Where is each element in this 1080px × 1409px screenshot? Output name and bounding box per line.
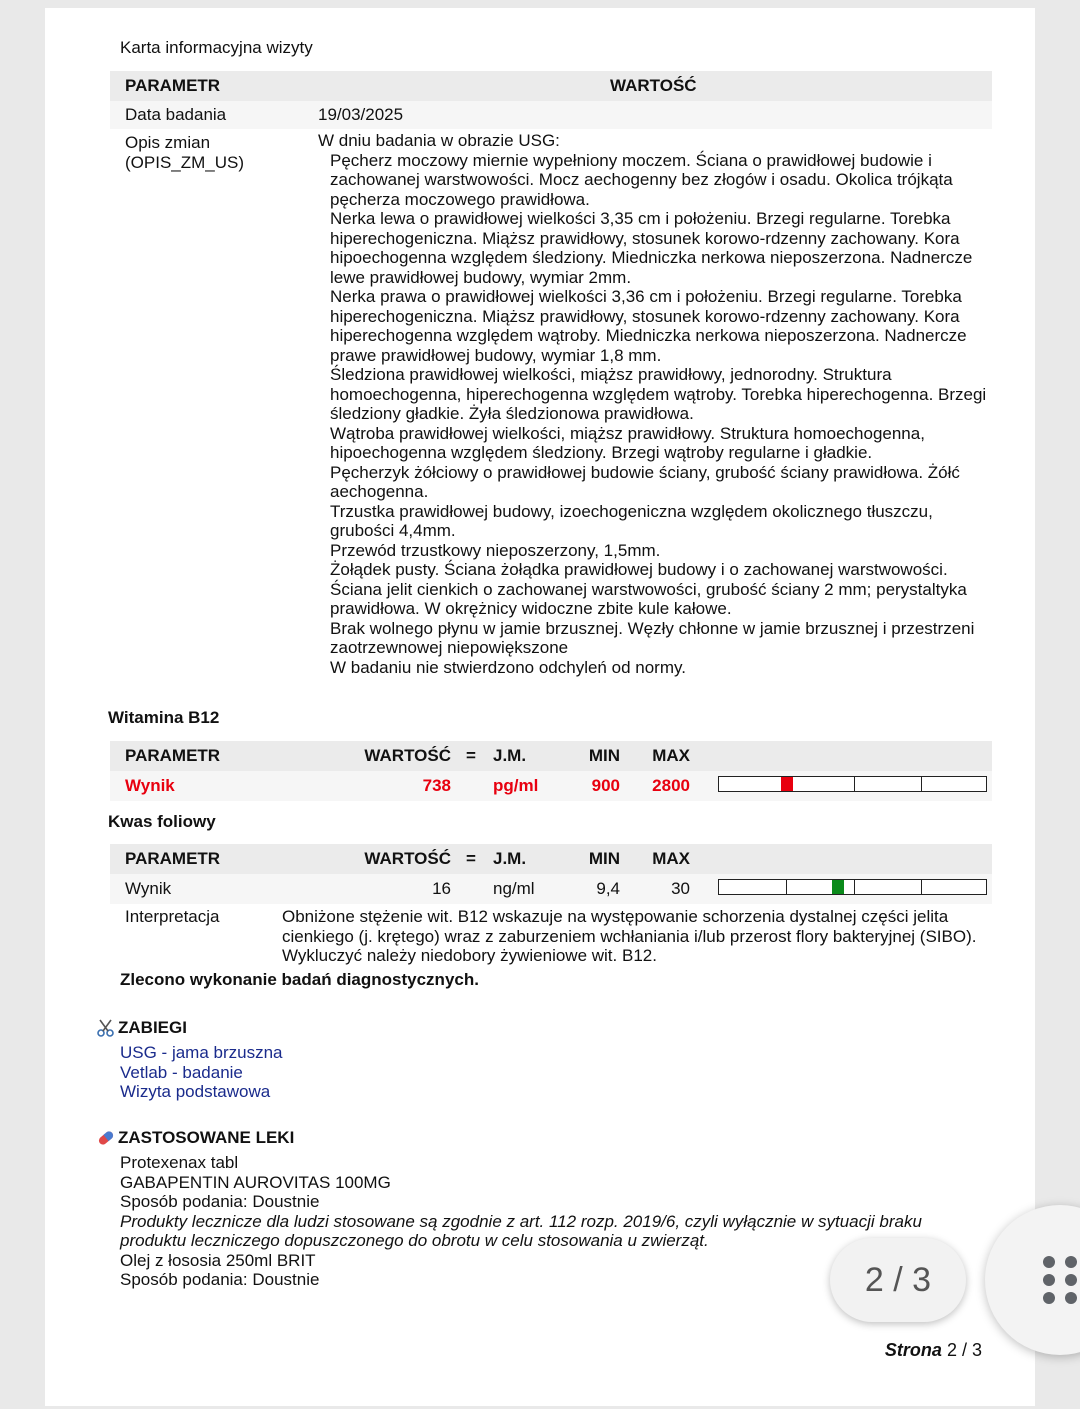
finding-paragraph: Nerka prawa o prawidłowej wielkości 3,36 cm i położeniu. Brzegi regularne. Torebka hiperechogeniczna. Miąższ prawidłowy, stosunek korowo-rdzenny zachowany. Kora hiperechogenna względem wątroby. Miedniczka nerkowa nieposzerzona. Nadnercze prawe prawidłowej budowy, wymiar 1,8 mm. (330, 287, 967, 365)
col-unit: J.M. (493, 746, 527, 765)
medication-line: Sposób podania: Doustnie (120, 1192, 320, 1211)
col-value: WARTOŚĆ (364, 849, 451, 868)
result-unit: pg/ml (493, 776, 539, 795)
procedure-item[interactable]: USG - jama brzuszna (120, 1043, 283, 1062)
lab-table-header (110, 844, 992, 874)
finding-paragraph: Nerka lewa o prawidłowej wielkości 3,35 cm i położeniu. Brzegi regularne. Torebka hiperechogeniczna. Miąższ prawidłowy, stosunek korowo-rdzenny zachowany. Kora hipoechogenna względem śledziony. Miedniczka nerkowa nieposzerzona. Nadnercze lewe prawidłowej budowy, wymiar 2mm. (330, 209, 973, 287)
result-value: 738 (422, 776, 451, 795)
finding-paragraph: Pęcherz moczowy miernie wypełniony moczem. Ściana o prawidłowej budowie i zachowanej warstwowości. Mocz aechogenny bez złogów i osadu. Okolica trójkąta pęcherza moczowego prawidłowa. (330, 150, 953, 209)
date-label: Data badania (125, 105, 227, 124)
folic-acid-table (110, 844, 992, 968)
reference-range-bar (718, 879, 987, 895)
folic-acid-title: Kwas foliowy (108, 812, 216, 831)
page-number (885, 1340, 982, 1361)
date-row (110, 101, 992, 129)
header-param: PARAMETR (125, 76, 221, 95)
vitamin-b12-title: Witamina B12 (108, 708, 220, 727)
scissors-icon (96, 1018, 116, 1038)
finding-paragraph: Ściana jelit cienkich o zachowanej warstwowości, grubość ściany 2 mm; perystaltyka prawidłowa. W okrężnicy widoczne zbite kule kałowe. (330, 579, 967, 618)
medication-line: GABAPENTIN AUROVITAS 100MG (120, 1172, 391, 1192)
vitamin-b12-table (110, 741, 992, 801)
result-marker (781, 777, 793, 791)
folic-acid-result-row (110, 874, 992, 904)
result-unit: ng/ml (493, 879, 535, 898)
procedure-item[interactable]: Wizyta podstawowa (120, 1082, 271, 1101)
medications-title: ZASTOSOWANE LEKI (118, 1128, 295, 1147)
date-value: 19/03/2025 (318, 105, 404, 124)
finding-paragraph: Śledziona prawidłowej wielkości, miąższ prawidłowy, jednorodny. Struktura homoechogenna, hiperechogenna względem wątroby. Torebka hiperechogenna. Brzegi śledziony gładkie. Żyła śledzionowa prawidłowa. (330, 365, 987, 423)
col-eq: = (466, 849, 476, 868)
medication-line: Olej z łososia 250ml BRIT (120, 1250, 316, 1270)
medications-heading (96, 1128, 294, 1148)
description-row (110, 129, 992, 704)
finding-paragraph: Brak wolnego płynu w jamie brzusznej. Węzły chłonne w jamie brzusznej i przestrzeni zaotrzewnowej niepowiększone (330, 618, 975, 657)
procedure-item[interactable]: Vetlab - badanie (120, 1062, 243, 1082)
interpretation-row (110, 904, 992, 968)
description-conclusion: W badaniu nie stwierdzono odchyleń od normy. (330, 657, 686, 677)
col-min: MIN (588, 849, 620, 868)
result-max: 30 (671, 879, 690, 898)
finding-paragraph: Wątroba prawidłowej wielkości, miąższ prawidłowy. Struktura homoechogenna, hipoechogenna względem śledziony. Brzegi wątroby regularne i gładkie. (330, 423, 925, 462)
visit-table-header (110, 71, 992, 101)
interpretation-label: Interpretacja (125, 907, 220, 926)
page-current: 2 (946, 1340, 957, 1360)
page-label: Strona (884, 1340, 942, 1360)
diagnostics-ordered-note: Zlecono wykonanie badań diagnostycznych. (120, 970, 479, 989)
finding-paragraph: Żołądek pusty. Ściana żołądka prawidłowej budowy i o zachowanej warstwowości. (330, 560, 948, 579)
page-indicator-pill[interactable]: 2 / 3 (830, 1238, 966, 1322)
range-bar-divider (854, 880, 855, 894)
vitamin-b12-result-row (110, 771, 992, 801)
result-param: Wynik (125, 879, 172, 898)
medication-legal-note: Produkty lecznicze dla ludzi stosowane są zgodnie z art. 112 rozp. 2019/6, czyli wyłącznie w sytuacji braku produktu leczniczego dopuszczonego do obrotu w celu stosowania u zwierząt. (120, 1211, 922, 1250)
procedures-title: ZABIEGI (118, 1018, 187, 1037)
description-value (318, 131, 990, 677)
range-bar-divider (786, 880, 787, 894)
result-min: 9,4 (596, 879, 620, 898)
medication-line: Sposób podania: Doustnie (120, 1270, 320, 1289)
medications-list (120, 1153, 940, 1290)
description-label: Opis zmian (OPIS_ZM_US) (125, 133, 245, 172)
col-eq: = (466, 746, 476, 765)
reference-range-bar (718, 776, 987, 792)
lab-table-header (110, 741, 992, 771)
finding-paragraph: Przewód trzustkowy nieposzerzony, 1,5mm. (330, 540, 661, 560)
medication-line: Protexenax tabl (120, 1153, 239, 1172)
page-total: / 3 (961, 1340, 982, 1360)
finding-paragraph: Pęcherzyk żółciowy o prawidłowej budowie ściany, grubość ściany prawidłowa. Żółć aechogenna. (330, 462, 960, 501)
procedures-list (120, 1043, 283, 1102)
col-min: MIN (588, 746, 620, 765)
result-param: Wynik (125, 776, 175, 795)
col-max: MAX (652, 849, 690, 868)
description-intro: W dniu badania w obrazie USG: (318, 131, 560, 150)
col-unit: J.M. (493, 849, 527, 868)
document-title: Karta informacyjna wizyty (120, 38, 313, 57)
procedures-heading (96, 1018, 187, 1038)
result-min: 900 (591, 776, 620, 795)
range-bar-divider (921, 880, 922, 894)
col-value: WARTOŚĆ (364, 746, 451, 765)
range-bar-divider (921, 777, 922, 791)
result-value: 16 (432, 879, 451, 898)
visit-info-table (110, 71, 992, 704)
col-max: MAX (652, 746, 690, 765)
finding-paragraph: Trzustka prawidłowej budowy, izoechogeniczna względem okolicznego tłuszczu, grubości 4,4mm. (330, 501, 933, 540)
col-param: PARAMETR (125, 849, 221, 868)
interpretation-text: Obniżone stężenie wit. B12 wskazuje na występowanie schorzenia dystalnej części jelita cienkiego (j. krętego) wraz z zaburzeniem wchłaniania i/lub przerost flory bakteryjnej (SIBO). Wykluczyć należy niedobory żywieniowe wit. B12. (282, 907, 977, 965)
pill-icon (96, 1128, 116, 1148)
result-max: 2800 (652, 776, 690, 795)
header-value: WARTOŚĆ (610, 76, 697, 95)
result-marker (832, 880, 844, 894)
range-bar-divider (854, 777, 855, 791)
description-body (330, 151, 990, 678)
col-param: PARAMETR (125, 746, 221, 765)
